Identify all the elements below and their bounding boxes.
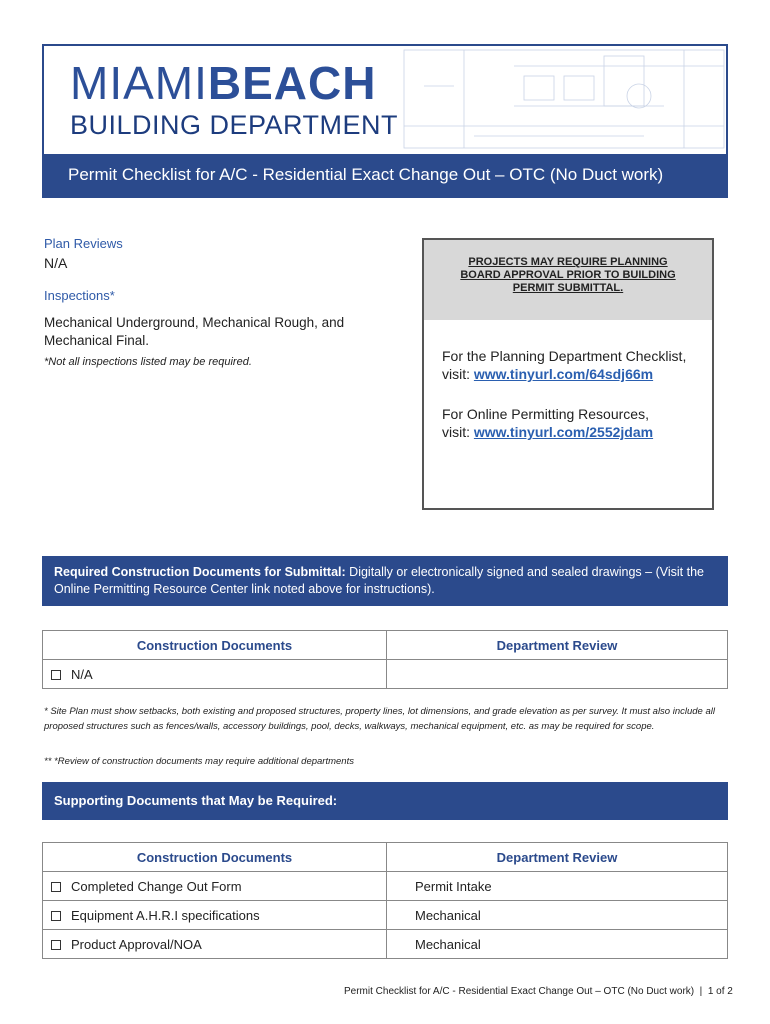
col-construction-documents: Construction Documents — [43, 843, 387, 872]
col-department-review: Department Review — [387, 843, 728, 872]
checkbox[interactable] — [51, 882, 61, 892]
warning-line: PERMIT SUBMITTAL. — [512, 282, 624, 294]
warning-line: BOARD APPROVAL PRIOR TO BUILDING — [460, 269, 676, 281]
warning-line: PROJECTS MAY REQUIRE PLANNING — [468, 256, 668, 268]
review-note: ** *Review of construction documents may require additional departments — [44, 756, 354, 767]
construction-documents-table — [42, 630, 728, 689]
table-row — [43, 901, 728, 930]
table-row — [43, 660, 728, 689]
review-cell: Mechanical — [387, 930, 728, 959]
inspections-value: Mechanical Underground, Mechanical Rough, and Mechanical Final. — [44, 315, 345, 348]
online-resources-text: For Online Permitting Resources, — [442, 406, 649, 422]
document-cell: Product Approval/NOA — [43, 930, 387, 959]
plan-reviews-label: Plan Reviews — [44, 236, 123, 251]
department-name: BUILDING DEPARTMENT — [70, 110, 399, 140]
document-cell: Completed Change Out Form — [43, 872, 387, 901]
table-row — [43, 930, 728, 959]
planning-checklist-link[interactable]: www.tinyurl.com/64sdj66m — [473, 366, 654, 382]
document-cell: N/A — [43, 660, 387, 689]
table-row — [43, 872, 728, 901]
review-cell: Mechanical — [387, 901, 728, 930]
inspections-label: Inspections* — [44, 288, 115, 303]
online-resources-link[interactable]: www.tinyurl.com/2552jdam — [473, 424, 654, 440]
planning-checklist-text: For the Planning Department Checklist, — [442, 348, 687, 364]
plan-reviews-value: N/A — [44, 255, 68, 271]
review-cell — [387, 660, 728, 689]
col-construction-documents: Construction Documents — [43, 631, 387, 660]
brand-logo: MIAMIBEACH — [70, 57, 377, 109]
site-plan-note: * Site Plan must show setbacks, both existing and proposed structures, property lines, lot dimensions, and grade elevation as per survey. It must also include all proposed structures such as fences/walls, accessory buildings, pool, decks, walkways, mechanical equipment, etc. as may be required for scope. — [44, 706, 715, 732]
info-box — [422, 238, 714, 510]
supporting-documents-banner: Supporting Documents that May be Required: — [42, 782, 728, 820]
page-footer: Permit Checklist for A/C - Residential Exact Change Out – OTC (No Duct work) | 1 of 2 — [344, 986, 733, 997]
checkbox[interactable] — [51, 670, 61, 680]
inspections-note: *Not all inspections listed may be required. — [44, 356, 252, 368]
col-department-review: Department Review — [387, 631, 728, 660]
header-banner — [42, 44, 728, 198]
planning-warning — [424, 240, 712, 320]
supporting-documents-table — [42, 842, 728, 959]
planning-checklist-visit: visit: www.tinyurl.com/64sdj66m — [442, 366, 654, 382]
online-resources-visit: visit: www.tinyurl.com/2552jdam — [442, 424, 654, 440]
review-cell: Permit Intake — [387, 872, 728, 901]
required-documents-banner: Required Construction Documents for Submittal: Digitally or electronically signed and sealed drawings – (Visit the Online Permitting Resource Center link noted above for instructions). — [42, 556, 728, 606]
page-title: Permit Checklist for A/C - Residential Exact Change Out – OTC (No Duct work) — [44, 154, 726, 196]
document-cell: Equipment A.H.R.I specifications — [43, 901, 387, 930]
checkbox[interactable] — [51, 911, 61, 921]
checkbox[interactable] — [51, 940, 61, 950]
